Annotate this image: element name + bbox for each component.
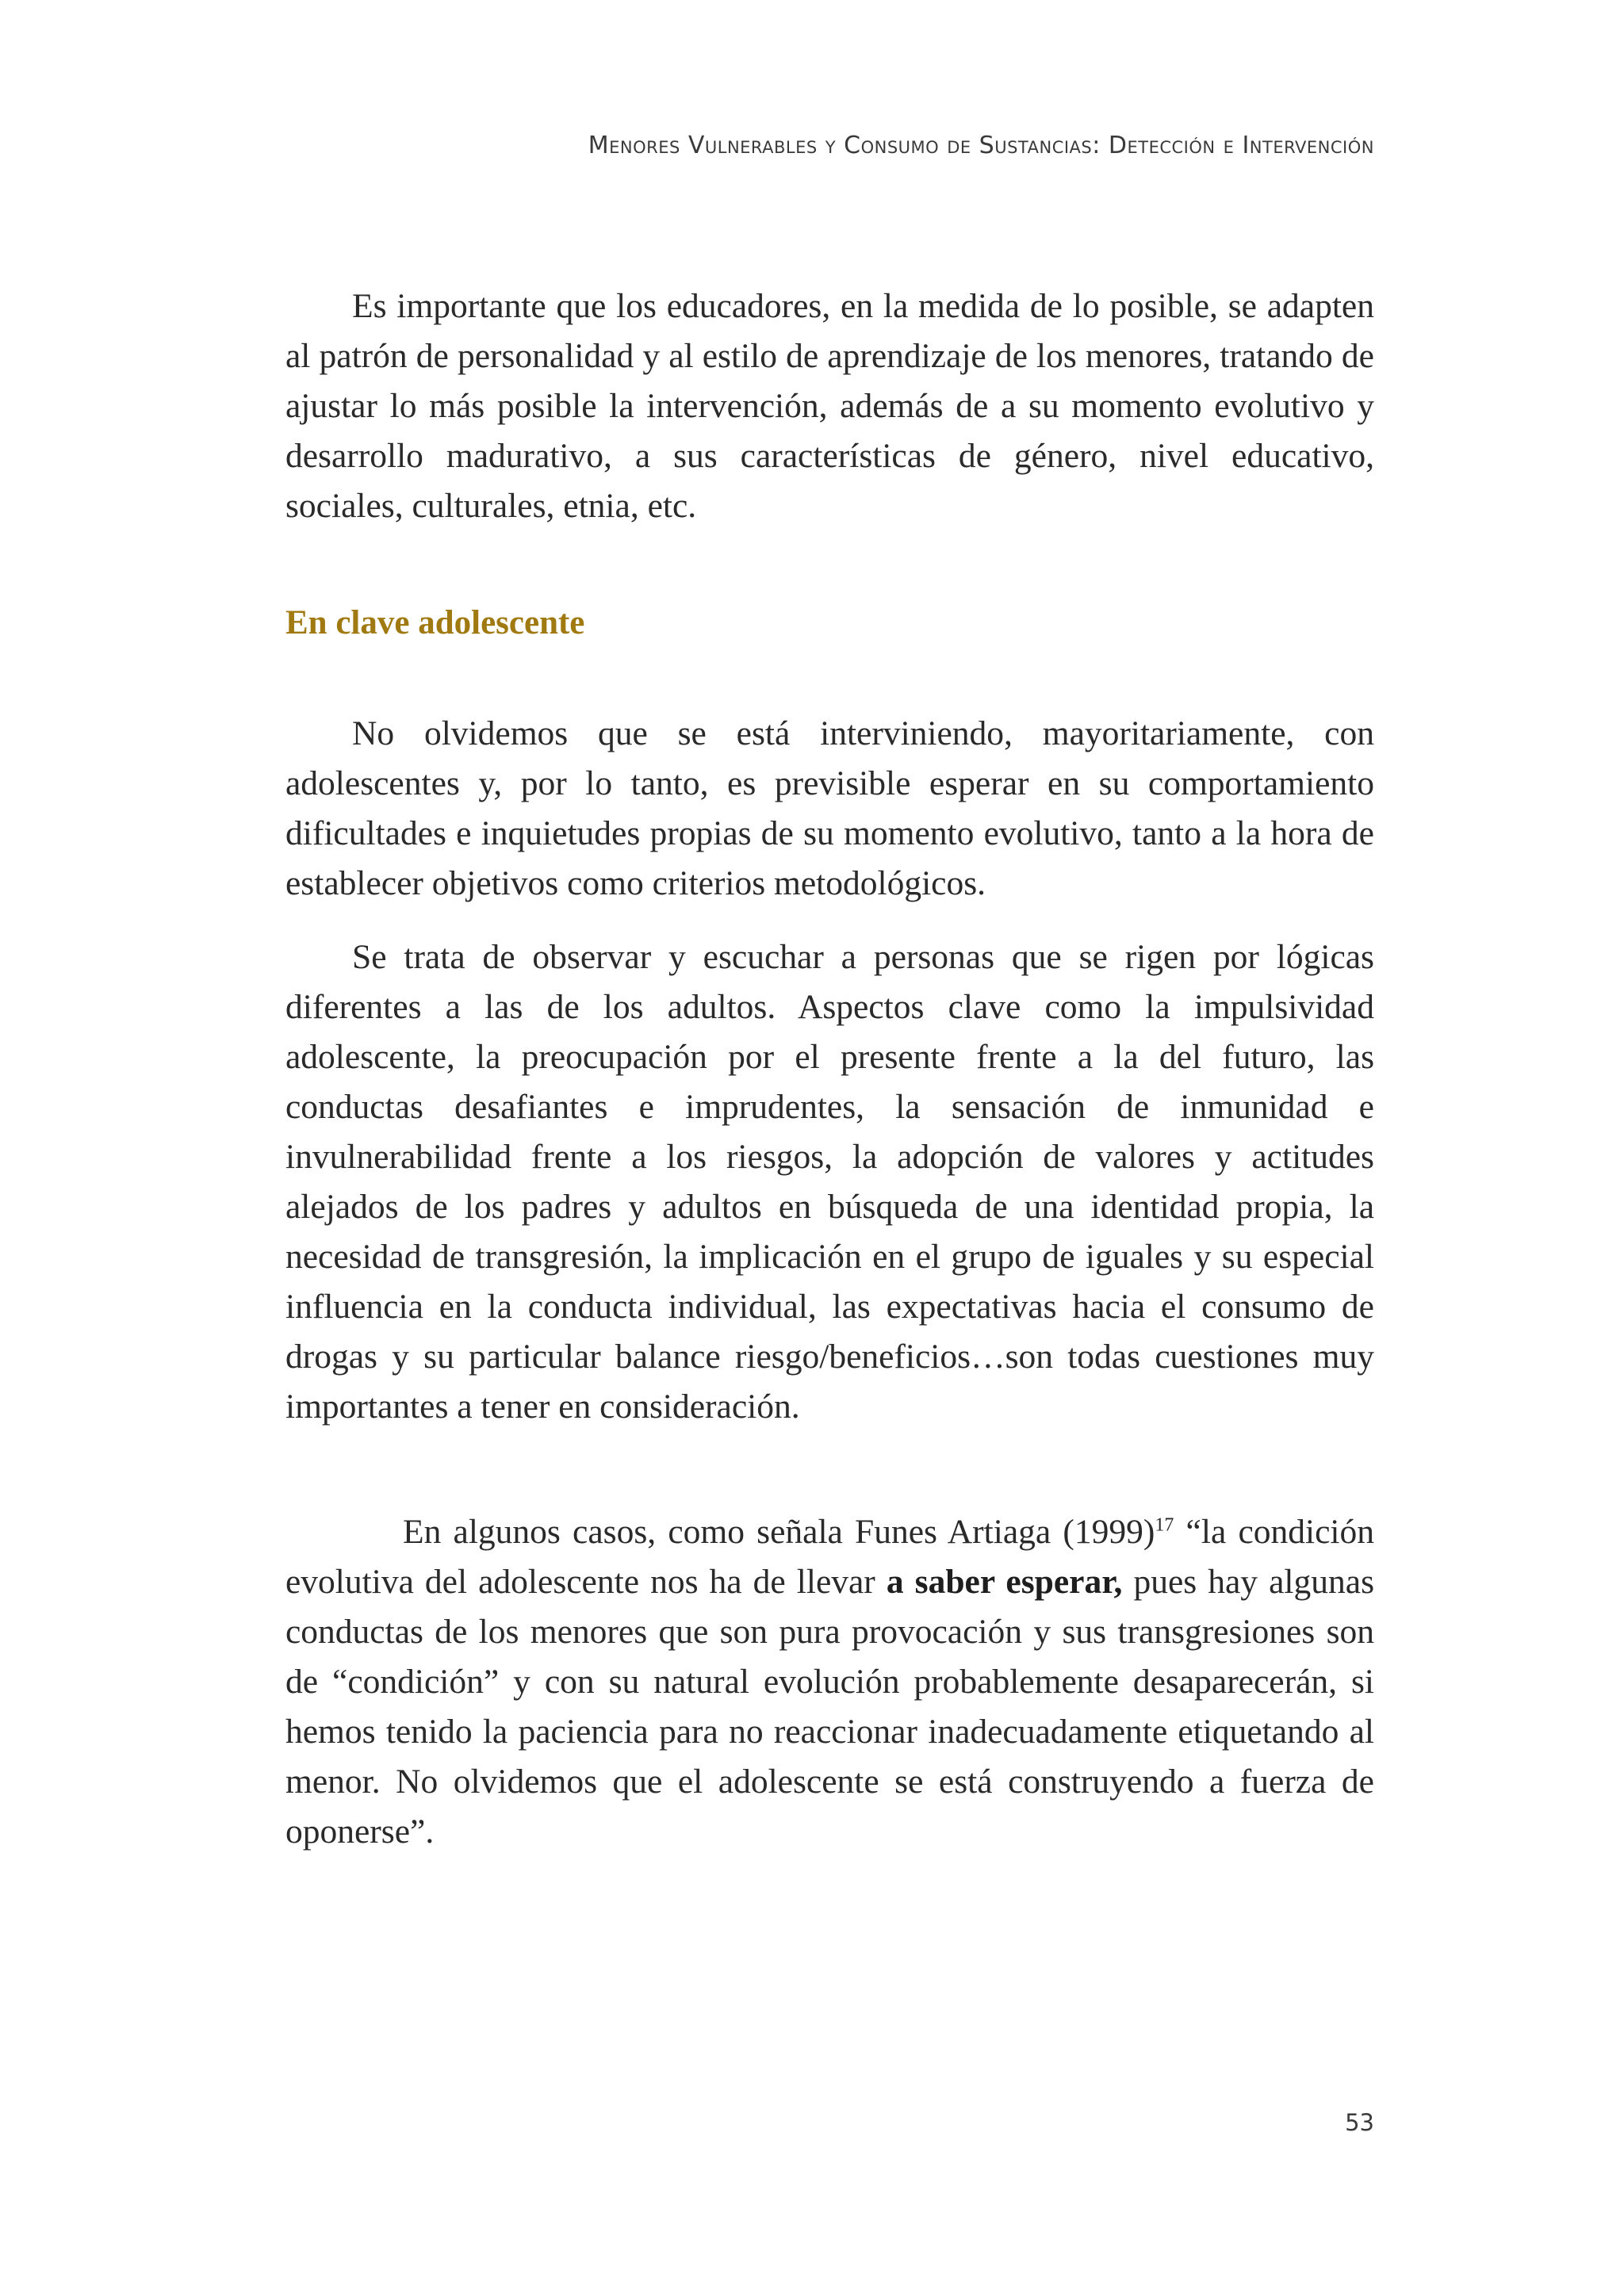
- paragraph-2: No olvidemos que se está interviniendo, mayoritariamente, con adolescentes y, por lo tanto, es previsible esperar en su comportamiento dificultades e inquietudes propias de su momento evolutivo, tanto a la hora de establecer objetivos como criterios metodológicos.: [285, 714, 1374, 902]
- page-number: 53: [1345, 2109, 1374, 2136]
- paragraph-4: [285, 1507, 1374, 1857]
- paragraph-1: Es importante que los educadores, en la medida de lo posible, se adapten al patrón de personalidad y al estilo de aprendizaje de los menores, tratando de ajustar lo más posible la intervención, además de a su momento evolutivo y desarrollo madurativo, a sus características de género, nivel educativo, sociales, culturales, etnia, etc.: [285, 287, 1374, 525]
- paragraph-4-text-a: En algunos casos, como señala Funes Artiaga (1999): [403, 1513, 1155, 1551]
- running-header: Menores Vulnerables y Consumo de Sustancias: Detección e Intervención: [588, 132, 1374, 159]
- paragraph-3: Se trata de observar y escuchar a personas que se rigen por lógicas diferentes a las de los adultos. Aspectos clave como la impulsividad adolescente, la preocupación por el presente frente a la del futuro, las conductas desafiantes e imprudentes, la sensación de inmunidad e invulnerabilidad frente a los riesgos, la adopción de valores y actitudes alejados de los padres y adultos en búsqueda de una identidad propia, la necesidad de transgresión, la implicación en el grupo de iguales y su especial influencia en la conducta individual, las expectativas hacia el consumo de drogas y su particular balance riesgo/beneficios…son todas cuestiones muy importantes a tener en consideración.: [285, 938, 1374, 1426]
- paragraph-4-text-c: pues hay algunas conductas de los menores que son pura provocación y sus transgresiones son de “condición” y con su natural evolución probablemente desaparecerán, si hemos tenido la paciencia para no reaccionar inadecuadamente etiquetando al menor. No olvidemos que el adolescente se está construyendo a fuerza de oponerse”.: [285, 1563, 1374, 1851]
- footnote-reference: 17: [1155, 1514, 1174, 1536]
- paragraph-4-text-b: “la condición evolutiva del adolescente nos ha de llevar: [285, 1513, 1374, 1601]
- section-heading: En clave adolescente: [285, 604, 585, 641]
- page-body: [285, 281, 1374, 1857]
- paragraph-4-emphasis: a saber esperar,: [886, 1563, 1123, 1601]
